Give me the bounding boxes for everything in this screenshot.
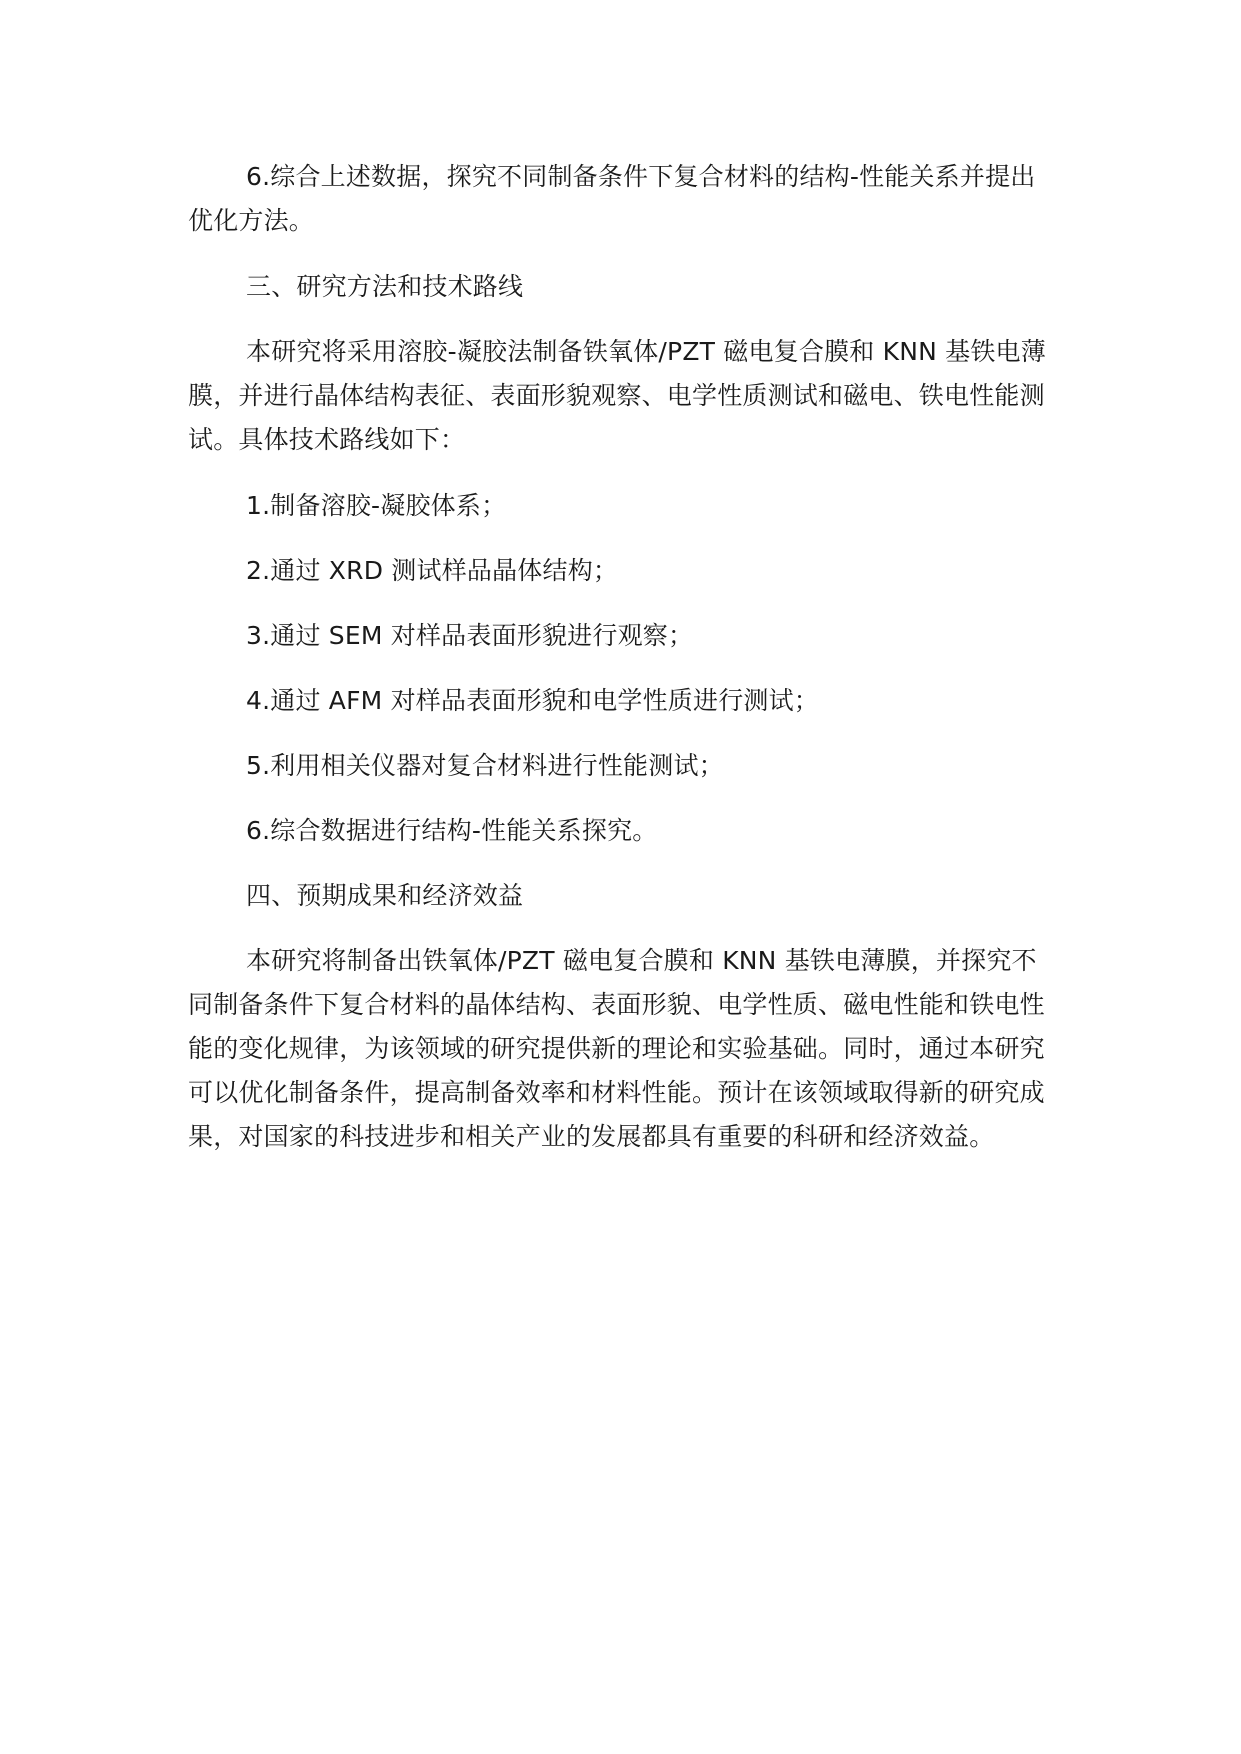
list-item-step-6: 6.综合数据进行结构-性能关系探究。 (246, 816, 658, 845)
section-heading-methods: 三、研究方法和技术路线 (246, 272, 524, 301)
paragraph-step-6-summary: 6.综合上述数据，探究不同制备条件下复合材料的结构-性能关系并提出优化方法。 (188, 162, 1036, 235)
list-item-step-4: 4.通过 AFM 对样品表面形貌和电学性质进行测试； (246, 686, 819, 715)
document-body (188, 155, 1058, 1159)
paragraph-outcomes: 本研究将制备出铁氧体/PZT 磁电复合膜和 KNN 基铁电薄膜，并探究不同制备条件下复合材料的晶体结构、表面形貌、电学性质、磁电性能和铁电性能的变化规律，为该领域的研究提供新的理论和实验基础。同时，通过本研究可以优化制备条件，提高制备效率和材料性能。预计在该领域取得新的研究成果，对国家的科技进步和相关产业的发展都具有重要的科研和经济效益。 (188, 946, 1045, 1151)
list-item-step-3: 3.通过 SEM 对样品表面形貌进行观察； (246, 621, 694, 650)
list-item-step-2: 2.通过 XRD 测试样品晶体结构； (246, 556, 619, 585)
paragraph-methods: 本研究将采用溶胶-凝胶法制备铁氧体/PZT 磁电复合膜和 KNN 基铁电薄膜，并进行晶体结构表征、表面形貌观察、电学性质测试和磁电、铁电性能测试。具体技术路线如下： (188, 337, 1046, 454)
section-heading-outcomes: 四、预期成果和经济效益 (246, 881, 524, 910)
list-item-step-5: 5.利用相关仪器对复合材料进行性能测试； (246, 751, 724, 780)
list-item-step-1: 1.制备溶胶-凝胶体系； (246, 491, 507, 520)
